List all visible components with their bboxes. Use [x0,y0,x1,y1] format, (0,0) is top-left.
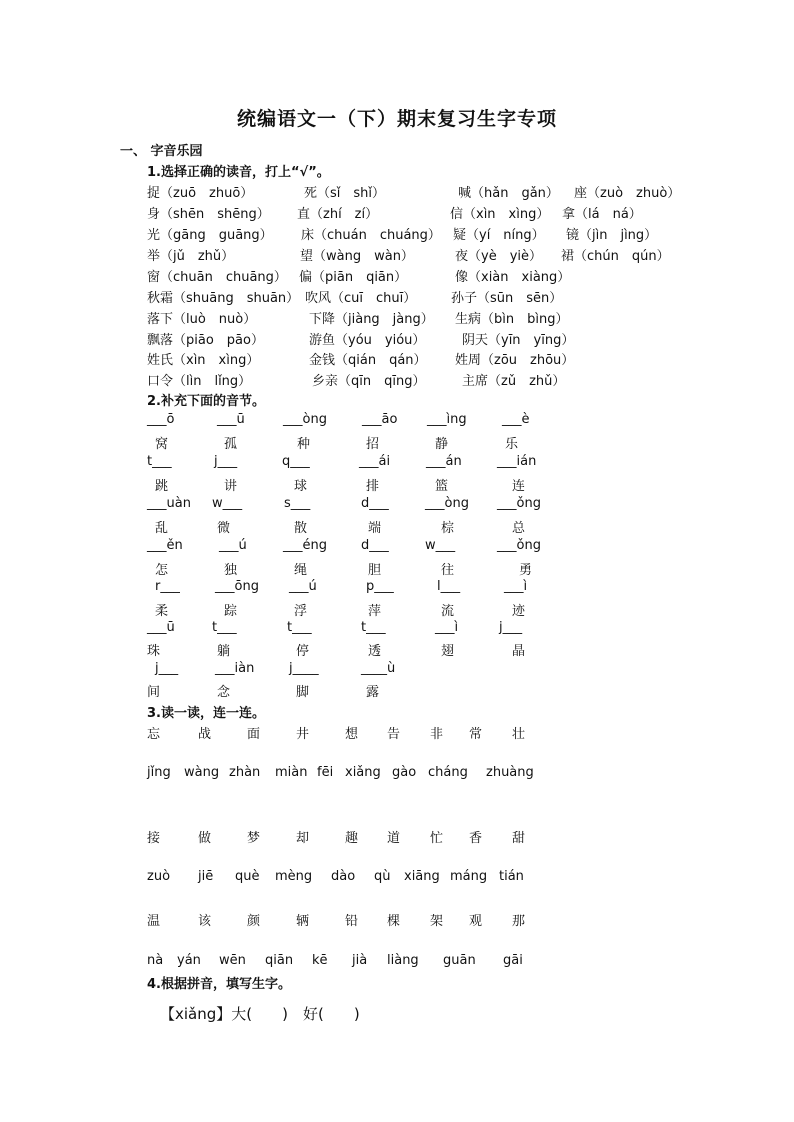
q1-item: 金钱（qián qán） [309,353,427,368]
hanzi: 球 [294,479,308,494]
pinyin-blank: ___òng [425,496,469,511]
hanzi: 甜 [512,831,526,846]
pinyin: qù [374,869,391,884]
hanzi: 勇 [519,563,533,578]
hanzi: 讲 [224,479,238,494]
hanzi: 告 [387,727,401,742]
hanzi: 露 [366,685,380,700]
hanzi: 该 [198,914,212,929]
q1-item: 喊（hǎn gǎn） [458,186,559,201]
pinyin: xiāng [404,869,440,884]
pinyin-blank: l___ [437,579,461,594]
pinyin-blank: w___ [425,538,456,553]
pinyin-blank: ___uàn [147,496,191,511]
q1-item: 身（shēn shēng） [147,207,270,222]
q1-item: 死（sǐ shǐ） [304,186,386,201]
hanzi: 道 [387,831,401,846]
q1-item: 床（chuán chuáng） [301,228,441,243]
hanzi: 胆 [368,563,382,578]
hanzi: 躺 [217,644,231,659]
pinyin-blank: j____ [289,661,319,676]
q1-item: 阴天（yīn yīng） [462,333,575,348]
pinyin: máng [450,869,488,884]
section-heading: 一、 字音乐园 [120,144,203,159]
pinyin: xiǎng [345,765,381,780]
q1-item: 夜（yè yiè） [455,249,542,264]
pinyin-blank: ___ìng [427,412,467,427]
pinyin: zhuàng [486,765,534,780]
fill-in-item: 【xiǎng】大( ) 好( ) [160,1005,360,1023]
pinyin-blank: ___ōng [215,579,259,594]
pinyin: fēi [317,765,334,780]
pinyin-blank: d___ [361,538,389,553]
pinyin: gào [392,765,417,780]
hanzi: 忙 [430,831,444,846]
hanzi: 战 [198,727,212,742]
hanzi: 井 [296,727,310,742]
hanzi: 想 [345,727,359,742]
pinyin-blank: ___ái [359,454,391,469]
q1-item: 偏（piān qiān） [299,270,408,285]
pinyin-blank: ___è [502,412,530,427]
pinyin: jǐng [147,765,171,780]
pinyin: jià [352,953,368,968]
hanzi: 珠 [147,644,161,659]
hanzi: 微 [217,521,231,536]
hanzi: 脚 [296,685,310,700]
pinyin: liàng [387,953,419,968]
hanzi: 常 [469,727,483,742]
pinyin-blank: ___ū [217,412,245,427]
q1-item: 姓氏（xìn xìng） [147,353,260,368]
hanzi: 趣 [345,831,359,846]
hanzi: 温 [147,914,161,929]
pinyin: zuò [147,869,171,884]
hanzi: 窝 [155,437,169,452]
question-2-heading: 2.补充下面的音节。 [147,394,265,409]
q1-item: 镜（jìn jìng） [566,228,658,243]
pinyin: wēn [219,953,246,968]
pinyin-blank: r___ [155,579,180,594]
hanzi: 踪 [224,604,238,619]
hanzi: 透 [368,644,382,659]
pinyin: wàng [184,765,220,780]
q1-item: 吹风（cuī chuī） [305,291,417,306]
pinyin-blank: j___ [499,620,523,635]
hanzi: 却 [296,831,310,846]
pinyin: cháng [428,765,468,780]
pinyin-blank: ___òng [283,412,327,427]
q1-item: 飘落（piāo pāo） [147,333,264,348]
q1-item: 游鱼（yóu yióu） [309,333,426,348]
q1-item: 乡亲（qīn qīng） [312,374,426,389]
hanzi: 种 [297,437,311,452]
hanzi: 乱 [155,521,169,536]
hanzi: 浮 [294,604,308,619]
q1-item: 窗（chuān chuāng） [147,270,287,285]
pinyin-blank: q___ [282,454,310,469]
q1-item: 光（gāng guāng） [147,228,273,243]
hanzi: 篮 [435,479,449,494]
pinyin-blank: ___ú [289,579,317,594]
q1-item: 像（xiàn xiàng） [455,270,571,285]
hanzi: 独 [224,563,238,578]
pinyin: guān [443,953,476,968]
hanzi: 怎 [155,563,169,578]
pinyin-blank: t___ [147,454,172,469]
hanzi: 非 [430,727,444,742]
hanzi: 梦 [247,831,261,846]
pinyin: yán [177,953,201,968]
pinyin-blank: ___ěn [147,538,183,553]
hanzi: 流 [441,604,455,619]
hanzi: 总 [512,521,526,536]
q1-item: 信（xìn xìng） [450,207,550,222]
pinyin-blank: ___án [426,454,462,469]
question-1-heading: 1.选择正确的读音，打上“√”。 [147,165,330,180]
hanzi: 铅 [345,914,359,929]
pinyin-blank: t___ [287,620,312,635]
hanzi: 棕 [441,521,455,536]
pinyin: què [235,869,260,884]
pinyin-blank: ___ū [147,620,175,635]
pinyin-blank: d___ [361,496,389,511]
q1-item: 疑（yí níng） [453,228,545,243]
pinyin-blank: ___ú [219,538,247,553]
pinyin-blank: ___éng [283,538,327,553]
hanzi: 散 [294,521,308,536]
hanzi: 往 [441,563,455,578]
hanzi: 辆 [296,914,310,929]
hanzi: 那 [512,914,526,929]
q1-item: 望（wàng wàn） [300,249,414,264]
q1-item: 举（jǔ zhǔ） [147,249,235,264]
pinyin-blank: j___ [155,661,179,676]
pinyin-blank: ___ián [497,454,537,469]
hanzi: 萍 [368,604,382,619]
hanzi: 端 [368,521,382,536]
pinyin: kē [312,953,328,968]
hanzi: 招 [366,437,380,452]
hanzi: 柔 [155,604,169,619]
q1-item: 秋霜（shuāng shuān） [147,291,300,306]
pinyin-blank: p___ [366,579,394,594]
pinyin: tián [499,869,524,884]
pinyin: qiān [265,953,294,968]
hanzi: 乐 [505,437,519,452]
hanzi: 晶 [512,644,526,659]
pinyin: gāi [503,953,523,968]
q1-item: 拿（lá ná） [562,207,642,222]
pinyin-blank: w___ [212,496,243,511]
pinyin-blank: j___ [214,454,238,469]
pinyin-blank: ___ǒng [497,496,541,511]
q1-item: 生病（bìn bìng） [455,312,569,327]
pinyin-blank: ___ì [504,579,528,594]
pinyin-blank: ___ì [435,620,459,635]
hanzi: 棵 [387,914,401,929]
hanzi: 颜 [247,914,261,929]
q1-item: 口令（lìn lǐng） [147,374,252,389]
pinyin-blank: ___ǒng [497,538,541,553]
hanzi: 停 [296,644,310,659]
pinyin: nà [147,953,164,968]
hanzi: 观 [469,914,483,929]
pinyin-blank: t___ [361,620,386,635]
hanzi: 翅 [441,644,455,659]
pinyin-blank: ___ō [147,412,175,427]
hanzi: 做 [198,831,212,846]
hanzi: 迹 [512,604,526,619]
hanzi: 接 [147,831,161,846]
pinyin: miàn [275,765,308,780]
q1-item: 孙子（sūn sēn） [451,291,563,306]
hanzi: 面 [247,727,261,742]
hanzi: 排 [366,479,380,494]
hanzi: 壮 [512,727,526,742]
q1-item: 下降（jiàng jàng） [309,312,434,327]
page-title: 统编语文一（下）期末复习生字专项 [236,108,557,130]
hanzi: 绳 [294,563,308,578]
hanzi: 孤 [224,437,238,452]
hanzi: 架 [430,914,444,929]
hanzi: 连 [512,479,526,494]
q1-item: 直（zhí zí） [297,207,379,222]
question-4-heading: 4.根据拼音，填写生字。 [147,977,291,992]
pinyin-blank: ___āo [362,412,398,427]
pinyin-blank: s___ [284,496,311,511]
q1-item: 姓周（zōu zhōu） [455,353,575,368]
hanzi: 念 [217,685,231,700]
hanzi: 间 [147,685,161,700]
question-3-heading: 3.读一读，连一连。 [147,706,265,721]
q1-item: 主席（zǔ zhǔ） [462,374,566,389]
hanzi: 香 [469,831,483,846]
q1-item: 座（zuò zhuò） [574,186,681,201]
pinyin: dào [331,869,356,884]
pinyin: jiē [198,869,214,884]
hanzi: 静 [435,437,449,452]
pinyin-blank: t___ [212,620,237,635]
hanzi: 跳 [155,479,169,494]
q1-item: 落下（luò nuò） [147,312,257,327]
pinyin: zhàn [229,765,261,780]
q1-item: 裙（chún qún） [561,249,670,264]
q1-item: 捉（zuō zhuō） [147,186,254,201]
pinyin: mèng [275,869,313,884]
pinyin-blank: ____ù [361,661,396,676]
pinyin-blank: ___iàn [215,661,255,676]
hanzi: 忘 [147,727,161,742]
